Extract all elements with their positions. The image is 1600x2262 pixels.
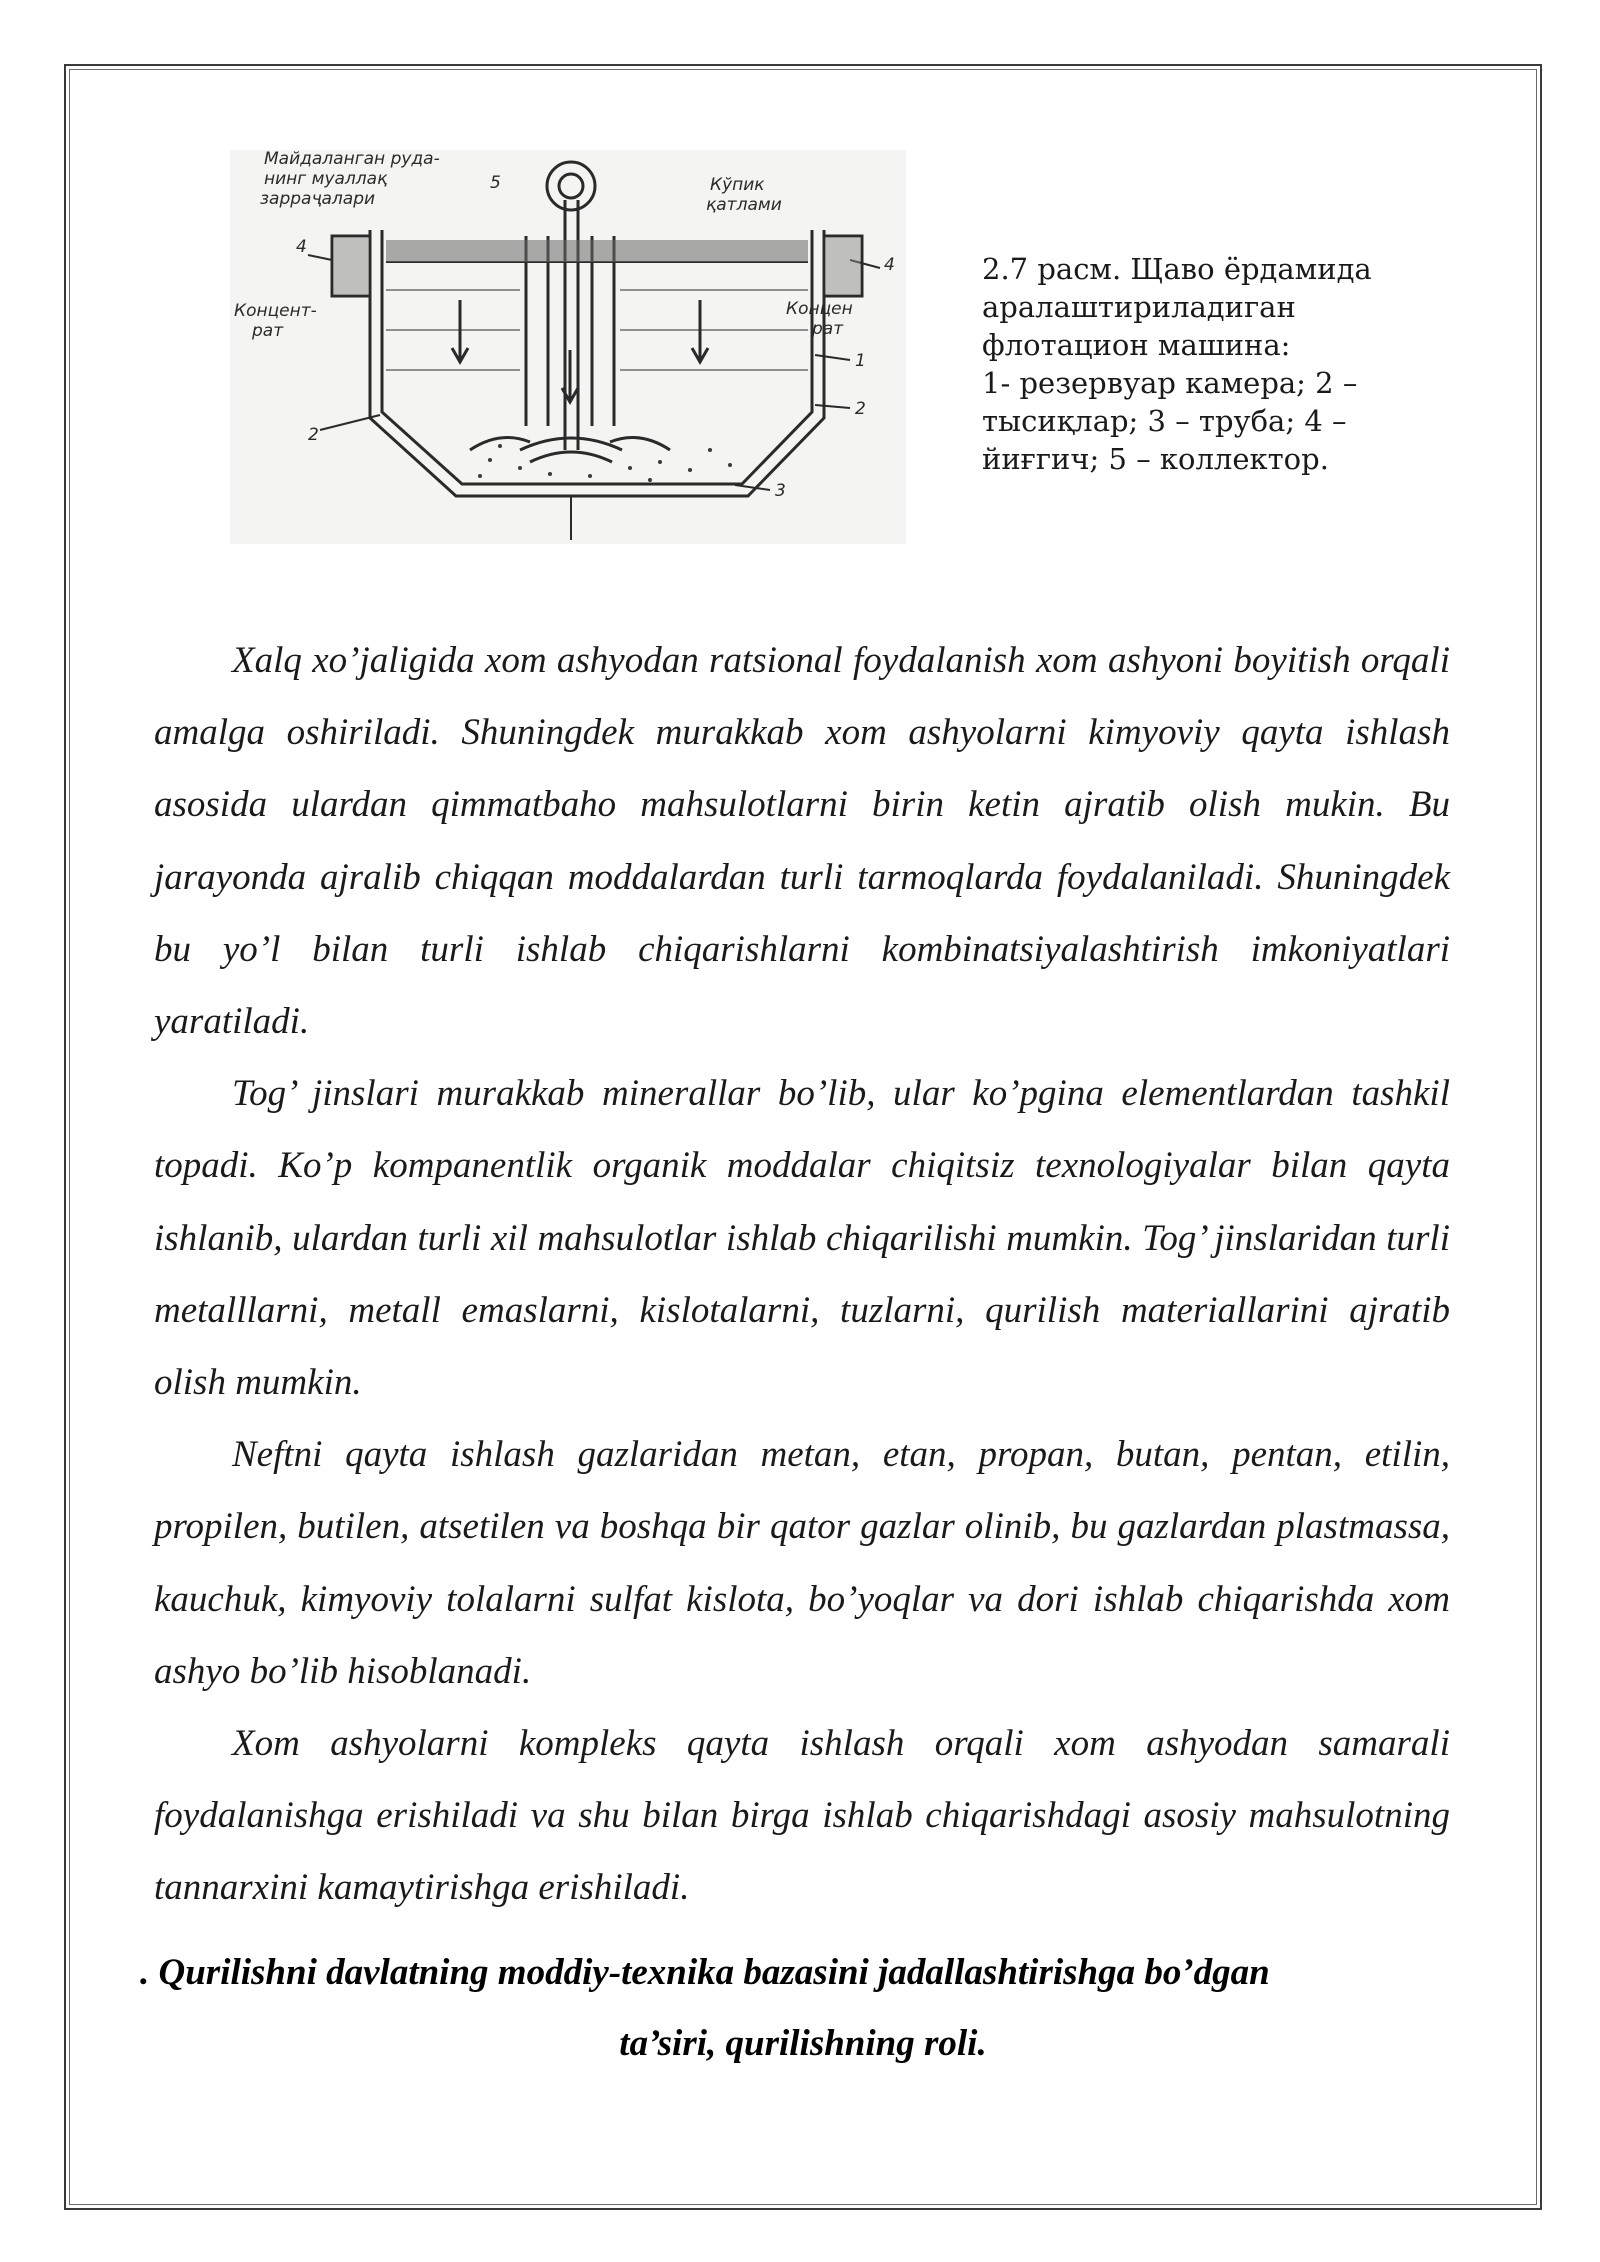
caption-line: тысиқлар; 3 – труба; 4 – — [982, 404, 1347, 438]
caption-line: аралаштириладиган — [982, 290, 1296, 324]
caption-line: 1- резервуар камера; 2 – — [982, 366, 1358, 400]
caption-line: флотацион машина: — [982, 328, 1291, 362]
section-heading-line-2: ta’siri, qurilishning roli. — [619, 2023, 987, 2064]
label-foam-layer-1: Кўпик — [710, 175, 765, 195]
label-number-4-right: 4 — [884, 255, 895, 275]
flotation-machine-figure — [230, 150, 906, 544]
paragraph: Xom ashyolarni kompleks qayta ishlash orqali xom ashyodan samarali foydalanishga erishiladi va shu bilan birga ishlab chiqarishdagi asosiy mahsulotning tannarxini kamaytirishga erishiladi. — [154, 1723, 1450, 1909]
label-number-1: 1 — [855, 351, 866, 371]
tank-wall — [382, 230, 812, 484]
label-ore-particles-2: нинг муаллақ — [264, 169, 388, 189]
label-number-2-right: 2 — [855, 399, 866, 419]
caption-line: 2.7 расм. Щаво ёрдамида — [982, 252, 1372, 286]
label-concentrate-left-1: Концент- — [234, 301, 317, 321]
section-heading-line-1: . Qurilishni davlatning moddiy-texnika bazasini jadallashtirishga bo’dgan — [140, 1952, 1270, 1993]
section-heading — [140, 1937, 1466, 2079]
label-number-5: 5 — [490, 173, 501, 193]
label-number-2-left: 2 — [308, 425, 319, 445]
body-text — [154, 625, 1450, 1925]
label-foam-layer-2: қатлами — [706, 195, 782, 215]
caption-line: йиғгич; 5 – коллектор. — [982, 442, 1329, 476]
label-concentrate-right-1: Концен — [786, 299, 853, 319]
label-concentrate-left-2: рат — [252, 321, 284, 341]
paragraph: Xalq xo’jaligida xom ashyodan ratsional foydalanish xom ashyoni boyitish orqali amalga oshiriladi. Shuningdek murakkab xom ashyolarni kimyoviy qayta ishlash asosida ulardan qimmatbaho mahsulotlarni birin ketin ajratib olish mukin. Bu jarayonda ajralib chiqqan moddalardan turli tarmoqlarda foydalaniladi. Shuningdek bu yo’l bilan turli ishlab chiqarishlarni kombinatsiyalashtirish imkoniyatlari yaratiladi. — [154, 640, 1450, 1043]
label-concentrate-right-2: рат — [812, 319, 844, 339]
paragraph: Tog’ jinslari murakkab minerallar bo’lib, ular ko’pgina elementlardan tashkil topadi. Ko’p kompanentlik organik moddalar chiqitsiz texnologiyalar bilan qayta ishlanib, ulardan turli xil mahsulotlar ishlab chiqarilishi mumkin. Tog’ jinslaridan turli metalllarni, metall emaslarni, kislotalarni, tuzlarni, qurilish materiallarini ajratib olish mumkin. — [154, 1073, 1450, 1404]
label-ore-particles-1: Майдаланган руда- — [264, 150, 440, 169]
label-number-4-left: 4 — [296, 237, 307, 257]
label-ore-particles-3: зарраҷалари — [260, 189, 376, 209]
figure-caption — [982, 250, 1402, 500]
paragraph: Neftni qayta ishlash gazlaridan metan, etan, propan, butan, pentan, etilin, propilen, butilen, atsetilen va boshqa bir qator gazlar olinib, bu gazlardan plastmassa, kauchuk, kimyoviy tolalarni sulfat kislota, bo’yoqlar va dori ishlab chiqarishda xom ashyo bo’lib hisoblanadi. — [154, 1434, 1450, 1692]
flotation-machine-diagram — [230, 150, 906, 544]
label-number-3: 3 — [775, 481, 786, 501]
